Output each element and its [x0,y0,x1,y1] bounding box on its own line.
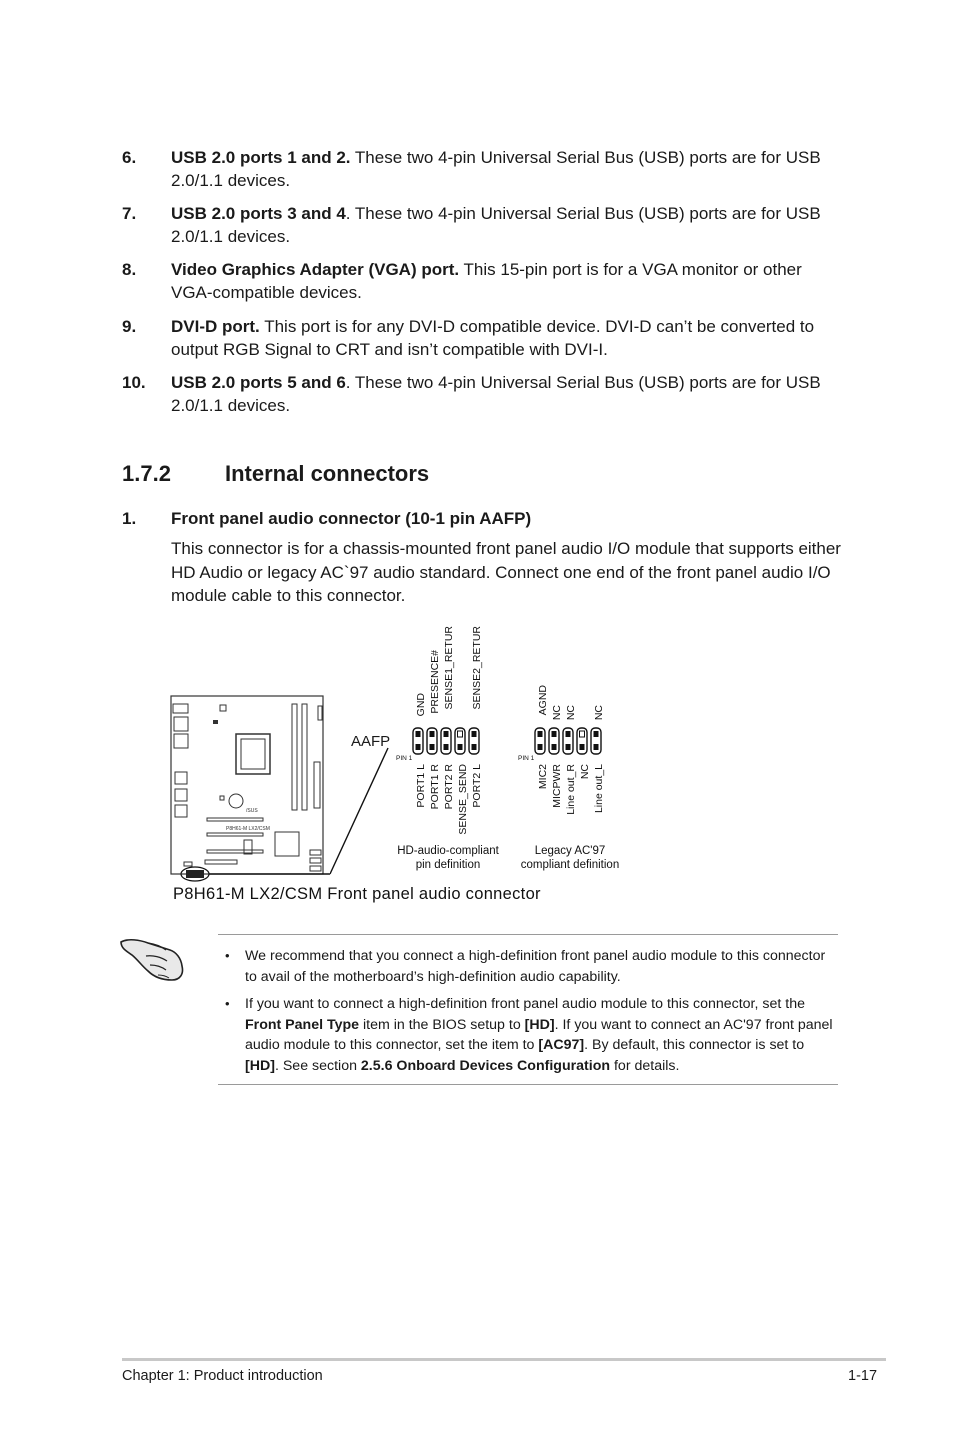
ac-bottom-pin-4: NC [579,764,591,780]
note-bold: [AC97] [538,1037,585,1053]
footer-page-number: 1-17 [848,1368,878,1384]
hd-top-pin-3: SENSE1_RETUR [443,626,455,710]
figure-caption: P8H61-M LX2/CSM Front panel audio connector [173,885,541,903]
list-item-10 [122,371,842,417]
subsection-title: Front panel audio connector (10-1 pin AAFP) [171,509,532,528]
note-bullet-1: We recommend that you connect a high-definition front panel audio module to this connector to avail of the motherboard’s high-definition audio capability. [245,948,826,985]
list-item-7 [122,202,842,248]
bullet-1-marker: • [225,948,230,963]
note-text: item in the BIOS setup to [359,1016,525,1033]
ac97-pin1-label: PIN 1 [518,755,535,762]
note-text: . If you want to connect an AC'97 front panel audio module to this connector, set the item to [245,1016,833,1053]
list-item-6 [122,146,842,192]
ac-top-pin-1: AGND [537,685,549,716]
note-bottom-rule [218,1084,838,1085]
note-bold: [HD] [245,1057,275,1074]
hd-pin-header [412,727,492,757]
item-body: This port is for any DVI-D compatible device. DVI-D can’t be converted to output RGB Signal to CRT and isn’t compatible with DVI-I. [171,317,815,359]
footer-chapter: Chapter 1: Product introduction [122,1368,323,1384]
note-bold: Front Panel Type [245,1016,360,1033]
hd-bottom-pin-3: PORT2 R [443,764,455,810]
item-number: 7. [122,204,137,223]
section-number: 1.7.2 [122,461,171,486]
ac97-caption-line-1: Legacy AC'97 [534,845,606,857]
hd-top-pin-1: GND [415,693,427,717]
hand-pointing-icon [118,930,190,985]
ac97-caption [510,844,630,872]
board-logo: /SUS [246,808,258,814]
note-text: . See section [274,1057,361,1074]
ac97-caption-line-2: compliant definition [520,859,620,871]
section-title: Internal connectors [225,461,430,486]
ac-top-pin-5: NC [593,705,605,721]
item-heading: Video Graphics Adapter (VGA) port. [171,260,460,279]
subsection-number: 1. [122,509,137,528]
ac97-pin-header [534,727,614,757]
aafp-label: AAFP [351,733,391,750]
item-body: This 15-pin port is for a VGA monitor or other VGA-compatible devices. [171,260,802,302]
item-body: . These two 4-pin Universal Serial Bus (USB) ports are for USB 2.0/1.1 devices. [171,373,821,415]
hd-caption-line-2: pin definition [415,859,481,871]
description-paragraph: This connector is for a chassis-mounted front panel audio I/O module that supports either HD Audio or legacy AC`97 audio standard. Connect one end of the front panel audio I/O module cable to this connector. [171,539,841,605]
note-text: for details. [610,1057,680,1074]
note-text: . By default, this connector is set to [584,1037,805,1053]
item-heading: DVI-D port. [171,317,260,336]
motherboard-diagram [160,690,335,885]
ac-top-pin-2: NC [551,705,563,721]
note-top-rule [218,934,838,935]
list-item-9 [122,315,842,361]
item-number: 9. [122,317,137,336]
item-heading: USB 2.0 ports 1 and 2. [171,148,351,167]
hd-top-pin-2: PRESENCE# [429,650,441,714]
item-body: . These two 4-pin Universal Serial Bus (USB) ports are for USB 2.0/1.1 devices. [171,204,821,246]
item-heading: USB 2.0 ports 3 and 4 [171,204,346,223]
hd-caption [388,844,508,872]
item-number: 8. [122,260,137,279]
bullet-2-marker: • [225,996,230,1011]
hd-bottom-pin-1: PORT1 L [415,764,427,808]
item-heading: USB 2.0 ports 5 and 6 [171,373,346,392]
item-number: 6. [122,148,137,167]
note-bold: 2.5.6 Onboard Devices Configuration [360,1057,611,1074]
note-text: If you want to connect a high-definition front panel audio module to this connector, set the [245,996,805,1012]
ac-bottom-pin-5: Line out_L [593,764,605,814]
item-body: These two 4-pin Universal Serial Bus (USB) ports are for USB 2.0/1.1 devices. [171,148,821,190]
pointer-line [330,746,390,876]
hd-top-pin-5: SENSE2_RETUR [471,626,483,710]
list-item-8 [122,258,842,304]
ac-bottom-pin-3: Line out_R [565,764,577,815]
footer-rule [122,1358,886,1361]
hd-caption-line-1: HD-audio-compliant [397,845,499,857]
item-number: 10. [122,373,146,392]
hd-bottom-pin-5: PORT2 L [471,764,483,808]
note-bullet-2 [245,994,840,1076]
ac-top-pin-3: NC [565,705,577,721]
hd-bottom-pin-4: SENSE_SEND [457,764,469,835]
ac-bottom-pin-2: MICPWR [551,764,563,808]
ac-bottom-pin-1: MIC2 [537,764,549,790]
note-bold: [HD] [524,1016,555,1033]
hd-bottom-pin-2: PORT1 R [429,764,441,810]
board-silkscreen: P8H61-M LX2/CSM [226,826,270,832]
hd-pin1-label: PIN 1 [396,755,413,762]
